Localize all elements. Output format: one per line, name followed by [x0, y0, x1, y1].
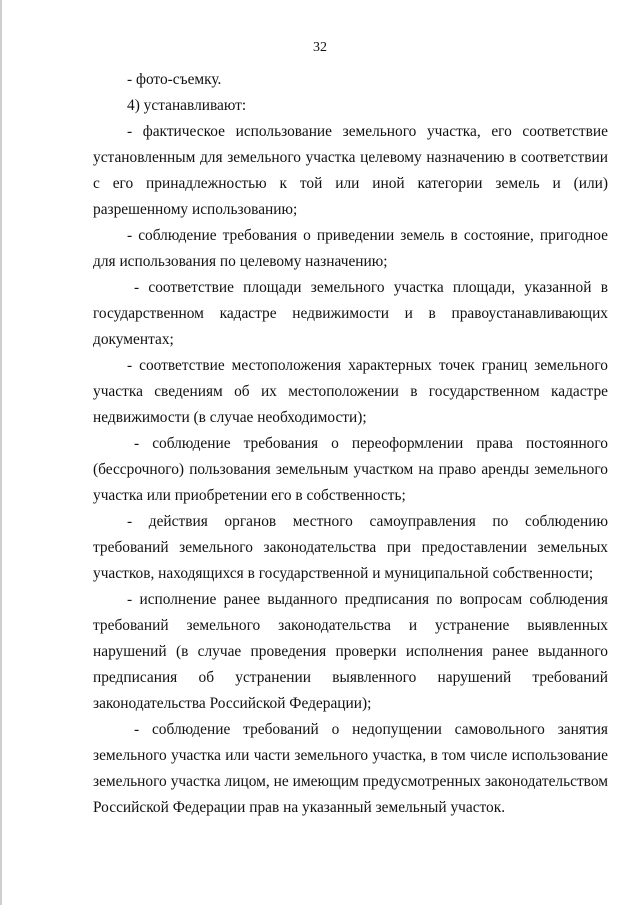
scan-edge — [0, 0, 2, 905]
paragraph-land-condition: - соблюдение требования о приведении земель в состояние, пригодное для использования по целевому назначению; — [93, 227, 608, 270]
paragraph-lease-reissue: - соблюдение требования о переоформлении права постоянного (бессрочного) пользования земельным участком на право аренды земельного участка или приобретении его в собственность; — [93, 435, 608, 504]
page-number: 32 — [313, 40, 327, 55]
paragraph-actual-use: - фактическое использование земельного участка, его соответствие установленным для земельного участка целевому назначению в соответствии с его принадлежностью к той или иной категории земель и (или) разрешенному использованию; — [93, 123, 608, 218]
paragraph-establish: 4) устанавливают: — [127, 97, 247, 114]
paragraph-local-government: - действия органов местного самоуправления по соблюдению требований земельного законодательства при предоставлении земельных участков, находящихся в государственной и муниципальной собственности; — [93, 513, 608, 582]
paragraph-photo: - фото-съемку. — [127, 71, 222, 88]
paragraph-boundary-points: - соответствие местоположения характерных точек границ земельного участка сведениям об их местоположении в государственном кадастре недвижимости (в случае необходимости); — [93, 357, 608, 426]
document-body — [93, 67, 608, 821]
paragraph-unauthorized-occupation: - соблюдение требований о недопущении самовольного занятия земельного участка или части земельного участка, в том числе использование земельного участка лицом, не имеющим предусмотренных законодательством Российской Федерации прав на указанный земельный участок. — [93, 721, 608, 816]
paragraph-area-match: - соответствие площади земельного участка площади, указанной в государственном кадастре недвижимости и в правоустанавливающих документах; — [93, 279, 608, 348]
paragraph-prescription: - исполнение ранее выданного предписания по вопросам соблюдения требований земельного законодательства и устранение выявленных нарушений (в случае проведения проверки исполнения ранее выданного предписания об устранении выявленного нарушений требований законодательства Российской Федерации); — [93, 591, 608, 712]
